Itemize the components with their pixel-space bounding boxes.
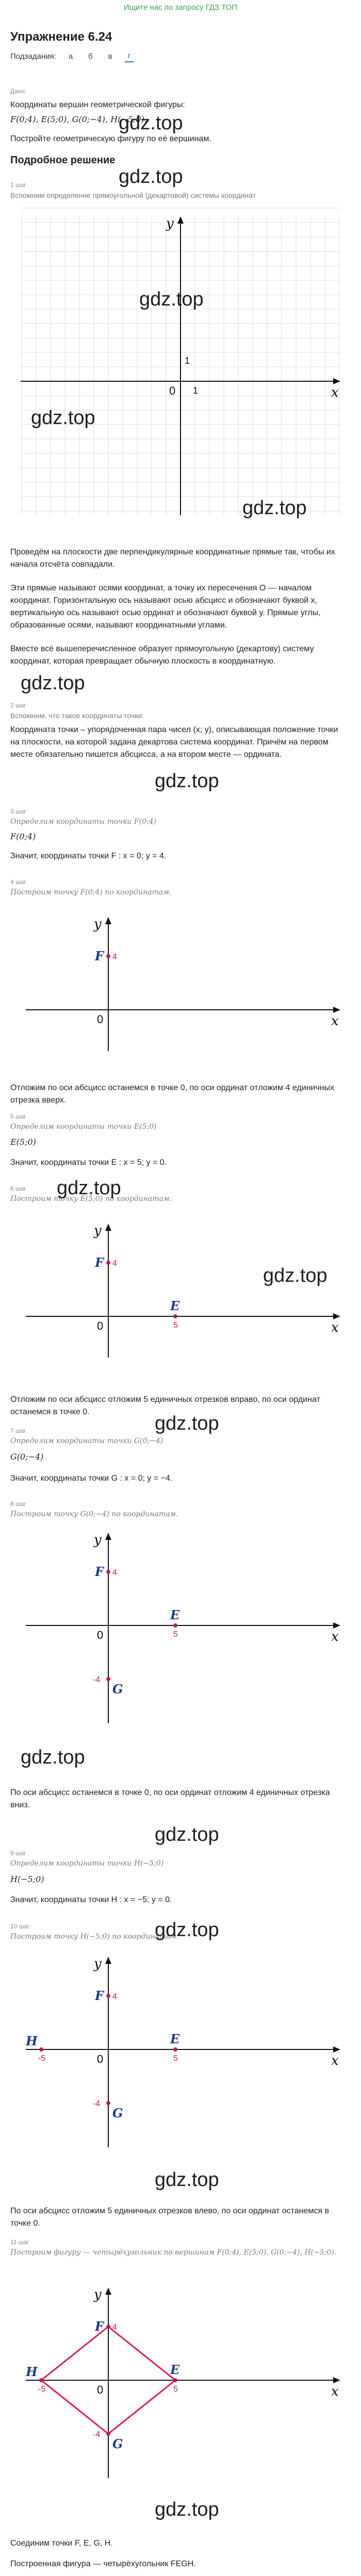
point-value-h: -5 [38, 2385, 46, 2394]
graph-point-g [10, 1522, 351, 1728]
point-h [39, 2378, 43, 2382]
axes-paragraph-3: Вместе всё вышеперечисленное образует прямоугольную (декартову) систему координат, которая превращает обычную плоскость в координатную. [10, 645, 314, 666]
watermark: gdz.top [139, 289, 204, 310]
point-label-f: F [95, 1564, 104, 1579]
axes-paragraph-2: Эти прямые называют осями координат, а точку их пересечения O — началом координат. Горизонтальную ось называют осью абсцисс и обозначают буквой x, вертикальную ось называют осью ординат и обозначают буквой y. Прямые углы, образованные осями, называют координатными углами. [10, 584, 321, 630]
point-e-explanation: Отложим по оси абсцисс отложим 5 единичных отрезков вправо, по оси ординат останемся в точке 0. [10, 1395, 320, 1416]
point-value-f: 4 [112, 1568, 117, 1577]
point-e [173, 1314, 177, 1318]
promo-link[interactable]: Ищите нас по запросу ГДЗ ТОП [123, 3, 238, 12]
y-axis-arrow [105, 1533, 111, 1540]
point-value-e: 5 [173, 2385, 178, 2394]
tab-v[interactable]: в [108, 52, 112, 61]
subtask-label: Подзадания: [10, 52, 56, 61]
step-label: 8 шаг [10, 1500, 26, 1507]
solution-title: Подробное решение [10, 155, 116, 166]
step-note: Построим точку E(5;0) по координатам. [10, 1195, 172, 1203]
step-note: Вспомним определение прямоугольной (декартовой) системы координат [10, 191, 256, 199]
step-label: 4 шаг [10, 878, 26, 886]
watermark: gdz.top [57, 1177, 121, 1199]
point-label-h: H [26, 2364, 38, 2379]
point-label-e: E [170, 2362, 180, 2377]
given-label: Дано: [10, 88, 27, 95]
point-value-e: 5 [173, 1630, 178, 1639]
point-h-value: H(−5;0) [10, 1874, 44, 1884]
point-label-g: G [112, 1682, 123, 1697]
x-axis-arrow [333, 2046, 340, 2053]
point-label-f: F [95, 1988, 104, 2003]
point-value-g: -4 [93, 2099, 101, 2108]
point-label-g: G [112, 2436, 123, 2451]
step-note: Построим точку H(−5;0) по координатам. [10, 1933, 179, 1941]
subtask-tabs [10, 50, 134, 62]
x-axis-label: x [331, 1013, 339, 1029]
point-h-explanation: По оси абсцисс отложим 5 единичных отрезков влево, по оси ординат останемся в точке 0. [10, 2207, 330, 2228]
point-label-g: G [112, 2106, 123, 2121]
origin-label: 0 [97, 2053, 104, 2065]
step-note: Построим фигуру — четырёхугольник по вершинам F(0;4), E(5;0), G(0;−4), H(−5;0). [10, 2248, 337, 2257]
point-e-conclusion: Значит, координаты точки E : x = 5; y = 0. [10, 1158, 167, 1167]
step-note: Определим координаты точки F(0;4) [10, 818, 157, 826]
tab-g[interactable]: г [125, 50, 134, 62]
origin-label: 0 [169, 384, 176, 397]
x-axis-label: x [331, 1320, 339, 1335]
point-value-h: -5 [38, 2054, 46, 2063]
origin-label: 0 [97, 1629, 104, 1641]
y-axis-label: y [94, 1532, 102, 1548]
graph-quadrilateral [10, 2277, 351, 2483]
step-note: Определим координаты точки H(−5;0) [10, 1859, 164, 1868]
page-title: Упражнение 6.24 [10, 30, 112, 44]
step-label: 10 шаг [10, 1923, 30, 1930]
watermark: gdz.top [242, 497, 307, 519]
x-axis-arrow [333, 2377, 340, 2383]
unit-label: 1 [185, 355, 190, 366]
point-f-explanation: Отложим по оси абсцисс останемся в точке 0, по оси ординат отложим 4 единичных отрезка вверх. [10, 1083, 335, 1105]
step-label: 2 шаг [10, 702, 26, 709]
point-f [106, 1261, 110, 1265]
watermark: gdz.top [155, 1413, 219, 1434]
point-f-conclusion: Значит, координаты точки F : x = 0; y = 4. [10, 852, 167, 860]
step-note: Построим точку F(0;4) по координатам. [10, 888, 172, 896]
point-label-f: F [95, 1255, 104, 1270]
point-value-f: 4 [112, 953, 117, 961]
graph-point-f [10, 902, 351, 1056]
step-note: Построим точку G(0;−4) по координатам. [10, 1510, 178, 1518]
tab-b[interactable]: б [88, 52, 93, 61]
y-axis-arrow [105, 2287, 111, 2295]
watermark: gdz.top [155, 770, 219, 792]
point-label-f: F [95, 2319, 104, 2334]
unit-label: 1 [193, 385, 199, 396]
point-g [106, 1677, 110, 1681]
point-g-value: G(0;−4) [10, 1452, 44, 1462]
point-f [106, 1570, 110, 1574]
x-axis-arrow [333, 1313, 340, 1319]
tab-a[interactable]: а [68, 52, 73, 61]
result-text: Построенная фигура — четырёхугольник FEGH. [10, 2560, 196, 2568]
watermark: gdz.top [31, 407, 95, 429]
point-label-f: F [95, 948, 104, 963]
point-f [106, 954, 110, 958]
watermark: gdz.top [263, 1265, 327, 1286]
point-e-value: E(5;0) [10, 1137, 36, 1147]
x-axis-arrow [333, 1622, 340, 1629]
step-label: 3 шаг [10, 808, 26, 815]
step-label: 7 шаг [10, 1427, 26, 1434]
point-label-e: E [170, 2031, 180, 2046]
graph-point-h [10, 1946, 351, 2153]
step-label: 5 шаг [10, 1113, 26, 1120]
y-axis-arrow [105, 1957, 111, 1964]
step-label: 6 шаг [10, 1185, 26, 1192]
point-e [173, 2378, 177, 2382]
task-coords: F(0;4), E(5;0), G(0;−4), H(−5;0). [10, 114, 147, 124]
point-value-g: -4 [93, 1675, 101, 1684]
point-e [173, 2047, 177, 2052]
point-g-conclusion: Значит, координаты точки G : x = 0; y = −4. [10, 1474, 173, 1483]
watermark: gdz.top [155, 1824, 219, 1845]
origin-label: 0 [97, 2383, 104, 2396]
point-f [106, 2325, 110, 2329]
step-note: Вспомним, что такое координаты точки: [10, 711, 144, 720]
step-note: Определим координаты точки G(0;−4) [10, 1437, 163, 1445]
point-value-f: 4 [112, 2323, 117, 2332]
axes-paragraph-1: Проведём на плоскости две перпендикулярные координатные прямые так, чтобы их начала отсчёта совпадали. [10, 548, 335, 569]
watermark: gdz.top [155, 2169, 219, 2191]
point-value-g: -4 [93, 2430, 101, 2439]
coordinate-system [10, 206, 351, 526]
task-instruction: Постройте геометрическую фигуру по её вершинам. [10, 134, 211, 143]
point-value-f: 4 [112, 1259, 117, 1268]
connect-text: Соединим точки F, E, G, H. [10, 2539, 113, 2548]
point-value-f: 4 [112, 1992, 117, 2001]
y-axis-arrow [177, 216, 184, 224]
point-g [106, 2101, 110, 2105]
y-axis-arrow [105, 917, 111, 924]
point-value-e: 5 [173, 2054, 178, 2063]
y-axis-label: y [94, 917, 102, 932]
point-h-conclusion: Значит, координаты точки H : x = −5; y = 0. [10, 1895, 172, 1904]
point-e [173, 1623, 177, 1628]
watermark: gdz.top [21, 1747, 85, 1768]
x-axis-label: x [331, 2053, 339, 2069]
y-axis-label: y [94, 2287, 102, 2302]
point-g-explanation: По оси абсцисс останемся в точке 0, по оси ординат отложим 4 единичных отрезка вниз. [10, 1788, 330, 1809]
x-axis-arrow [333, 1007, 340, 1013]
point-g [106, 2432, 110, 2436]
point-value-e: 5 [173, 1321, 178, 1330]
x-axis-label: x [331, 2384, 339, 2399]
origin-label: 0 [97, 1319, 104, 1332]
watermark: gdz.top [119, 166, 183, 188]
point-label-e: E [170, 1607, 180, 1622]
point-h [39, 2047, 43, 2052]
step-label: 1 шаг [10, 181, 26, 189]
origin-label: 0 [97, 1013, 104, 1026]
y-axis-label: y [94, 1956, 102, 1972]
watermark: gdz.top [155, 2499, 219, 2520]
step-note: Определим координаты точки E(5;0) [10, 1123, 157, 1131]
watermark: gdz.top [155, 1919, 219, 1941]
point-label-e: E [170, 1298, 180, 1313]
y-axis-label: y [166, 216, 174, 231]
task-text: Координаты вершин геометрической фигуры: [10, 100, 185, 109]
y-axis-arrow [105, 1224, 111, 1231]
y-axis-label: y [94, 1223, 102, 1239]
step-label: 9 шаг [10, 1850, 26, 1857]
point-label-h: H [26, 2033, 38, 2048]
point-f-value: F(0;4) [10, 832, 36, 841]
step-label: 11 шаг [10, 2239, 29, 2246]
x-axis-label: x [331, 1629, 339, 1645]
watermark: gdz.top [21, 672, 85, 694]
watermark: gdz.top [119, 112, 183, 134]
coordinate-definition: Координата точки – упорядоченная пара чисел (x; y), описывающая положение точки на плоскости, на которой задана декартова система координат. Причём на первом месте обязательно пишется абсцисса, а на втором месте — ордината. [10, 725, 338, 759]
x-axis-label: x [331, 385, 339, 400]
point-f [106, 1994, 110, 1998]
